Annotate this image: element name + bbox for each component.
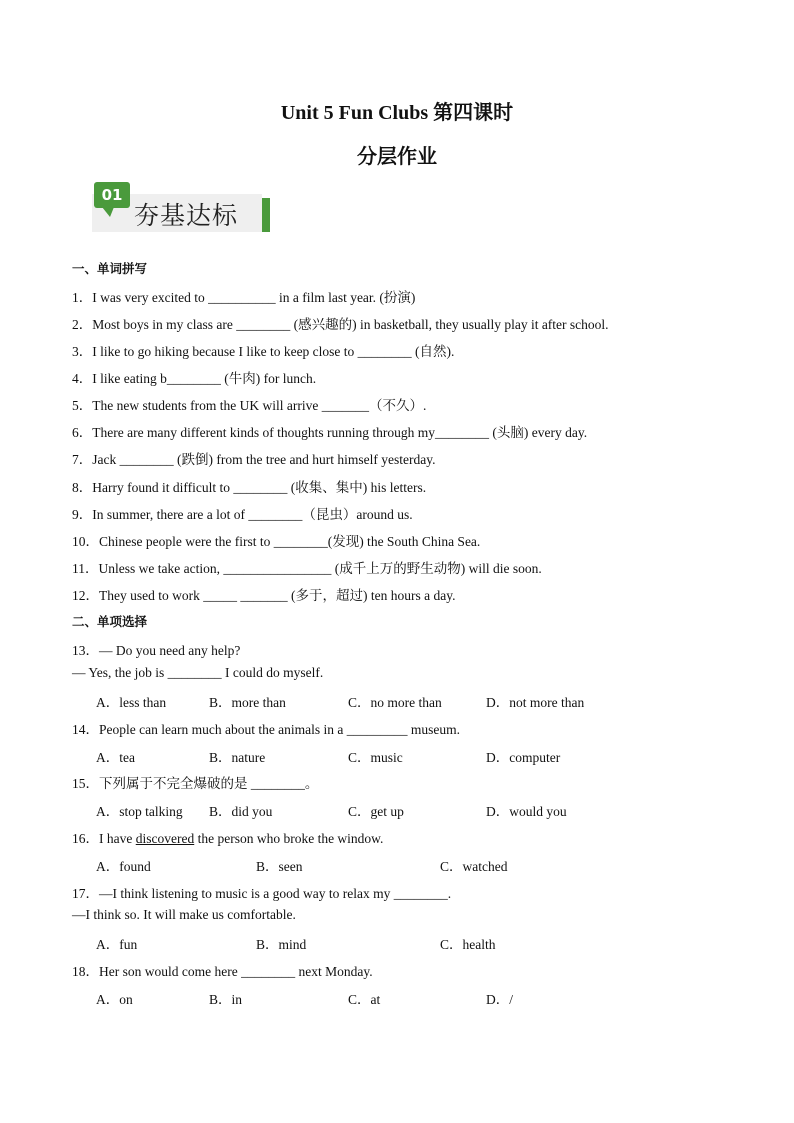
q14-option-a: A．tea: [96, 750, 135, 765]
spelling-item: 5．The new students from the UK will arrive _______（不久）.: [72, 398, 427, 413]
q18-option-c: C．at: [348, 992, 381, 1007]
spelling-item: 7．Jack ________ (跌倒) from the tree and hurt himself yesterday.: [72, 452, 436, 467]
question-17-stem: 17．—I think listening to music is a good way to relax my ________.: [72, 886, 452, 901]
banner-accent-bar: [262, 198, 270, 232]
q18-option-a: A．on: [96, 992, 133, 1007]
question-13-reply: — Yes, the job is ________ I could do myself.: [72, 665, 324, 680]
section-heading-choice: 二、单项选择: [72, 614, 148, 629]
spelling-item: 12．They used to work _____ _______ (多于，超过) ten hours a day.: [72, 588, 456, 603]
q13-option-a: A．less than: [96, 695, 167, 710]
worksheet-title: Unit 5 Fun Clubs 第四课时: [280, 102, 514, 124]
q14-option-c: C．music: [348, 750, 403, 765]
q15-option-c: C．get up: [348, 804, 404, 819]
spelling-item: 3．I like to go hiking because I like to keep close to ________ (自然).: [72, 344, 455, 359]
spelling-item: 8．Harry found it difficult to ________ (收集、集中) his letters.: [72, 480, 427, 495]
spelling-item: 9．In summer, there are a lot of ________（昆虫）around us.: [72, 507, 413, 522]
question-18-stem: 18．Her son would come here ________ next Monday.: [72, 964, 373, 979]
spelling-item: 2．Most boys in my class are ________ (感兴趣的) in basketball, they usually play it after school.: [72, 317, 609, 332]
q17-option-a: A．fun: [96, 937, 138, 952]
q18-option-d: D．/: [486, 992, 513, 1007]
q15-option-b: B．did you: [209, 804, 273, 819]
q15-option-d: D．would you: [486, 804, 567, 819]
question-17-reply: —I think so. It will make us comfortable.: [72, 907, 296, 922]
q14-option-b: B．nature: [209, 750, 266, 765]
q16-option-c: C．watched: [440, 859, 508, 874]
section-heading-spelling: 一、单词拼写: [72, 261, 148, 276]
banner-number-badge: 01: [94, 182, 130, 208]
q13-option-c: C．no more than: [348, 695, 442, 710]
worksheet-subtitle: 分层作业: [357, 146, 437, 168]
q17-option-c: C．health: [440, 937, 496, 952]
section-banner: [86, 182, 272, 234]
question-14-stem: 14．People can learn much about the animals in a _________ museum.: [72, 722, 461, 737]
spelling-item: 10．Chinese people were the first to ________(发现) the South China Sea.: [72, 534, 481, 549]
q16-option-b: B．seen: [256, 859, 303, 874]
q18-option-b: B．in: [209, 992, 243, 1007]
banner-label: 夯基达标: [134, 201, 239, 230]
q15-option-a: A．stop talking: [96, 804, 183, 819]
q16-option-a: A．found: [96, 859, 151, 874]
question-16-stem: [72, 827, 383, 847]
q16-stem-end: the person who broke the window.: [194, 831, 384, 846]
q16-underlined-word: discovered: [135, 831, 195, 846]
spelling-item: 11．Unless we take action, ________________ (成千上万的野生动物) will die soon.: [72, 561, 542, 576]
q17-option-b: B．mind: [256, 937, 307, 952]
spelling-item: 4．I like eating b________ (牛肉) for lunch.: [72, 371, 317, 386]
spelling-item: 1．I was very excited to __________ in a film last year. (扮演): [72, 290, 416, 305]
question-13-stem: 13．— Do you need any help?: [72, 643, 241, 658]
q13-option-d: D．not more than: [486, 695, 585, 710]
question-15-stem: 15．下列属于不完全爆破的是 ________。: [72, 776, 319, 791]
q13-option-b: B．more than: [209, 695, 286, 710]
q14-option-d: D．computer: [486, 750, 561, 765]
q16-stem-start: 16．I have: [72, 831, 136, 846]
spelling-item: 6．There are many different kinds of thoughts running through my________ (头脑) every day.: [72, 425, 588, 440]
